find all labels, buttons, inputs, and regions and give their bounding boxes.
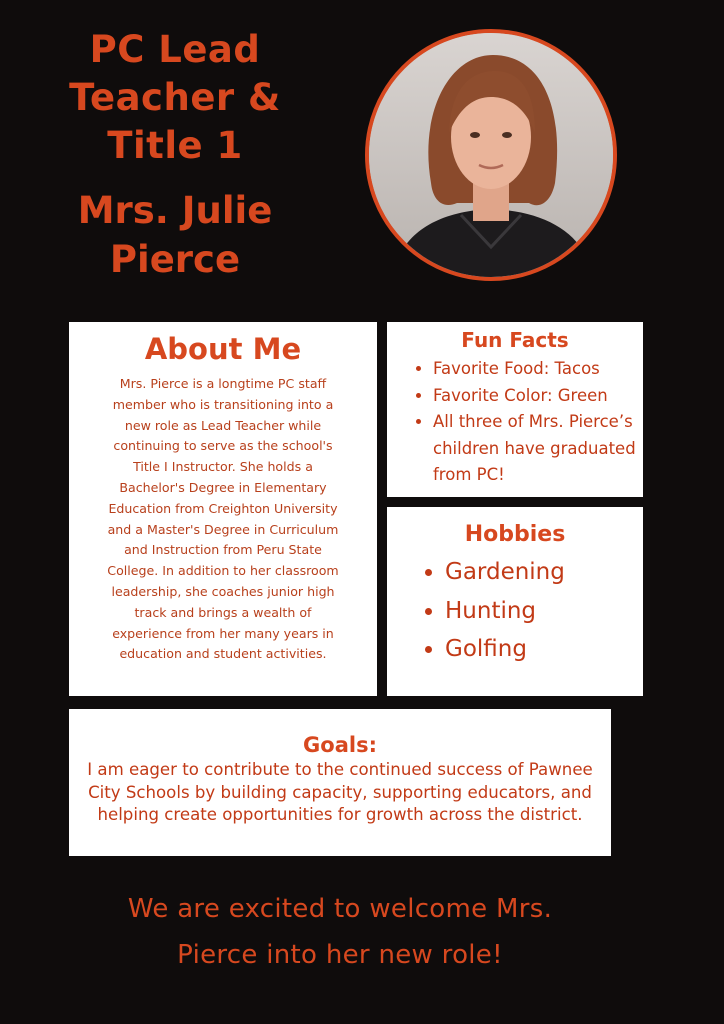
hobbies-card [387,507,643,696]
role-line: Title 1 [107,124,243,167]
list-item: • Hunting [445,592,643,631]
role-line: Teacher & [69,76,281,119]
about-me-text: Mrs. Pierce is a longtime PC staff member who is transitioning into a new role as Lead Teacher while continuing to serve as the school's Title I Instructor. She holds a Bachelor's Degree in Elementary Education from Creighton University and a Master's Degree in Curriculum and Instruction from Peru State College. In addition to her classroom leadership, she coaches junior high track and brings a wealth of experience from her many years in education and student activities. [107,376,339,662]
list-item: • All three of Mrs. Pierce’s children have graduated from PC! [433,409,643,489]
person-name [40,186,310,284]
goals-heading: Goals: [303,733,377,757]
fun-facts-card [387,322,643,497]
role-title [40,26,310,170]
list-item: • Favorite Food: Tacos [433,356,643,383]
portrait-illustration [369,33,613,277]
hobbies-heading: Hobbies [464,522,566,547]
about-me-card [69,322,377,696]
role-line: PC Lead [89,28,261,71]
list-item: • Golfing [445,630,643,669]
goals-card [69,709,611,856]
welcome-line: Pierce into her new role! [177,940,503,970]
goals-text: I am eager to contribute to the continued success of Pawnee City Schools by building capacity, supporting educators, and helping create opportunities for growth across the district. [87,760,593,824]
list-item: • Favorite Color: Green [433,383,643,410]
name-line: Pierce [109,238,241,281]
list-item: • Gardening [445,553,643,592]
title-block [40,26,310,284]
about-me-heading: About Me [144,332,302,366]
fun-facts-heading: Fun Facts [461,328,569,352]
welcome-line: We are excited to welcome Mrs. [127,894,553,924]
welcome-message [60,886,620,978]
portrait-photo [365,29,617,281]
name-line: Mrs. Julie [77,189,273,232]
fun-facts-list [387,356,643,489]
hobbies-list [387,553,643,669]
